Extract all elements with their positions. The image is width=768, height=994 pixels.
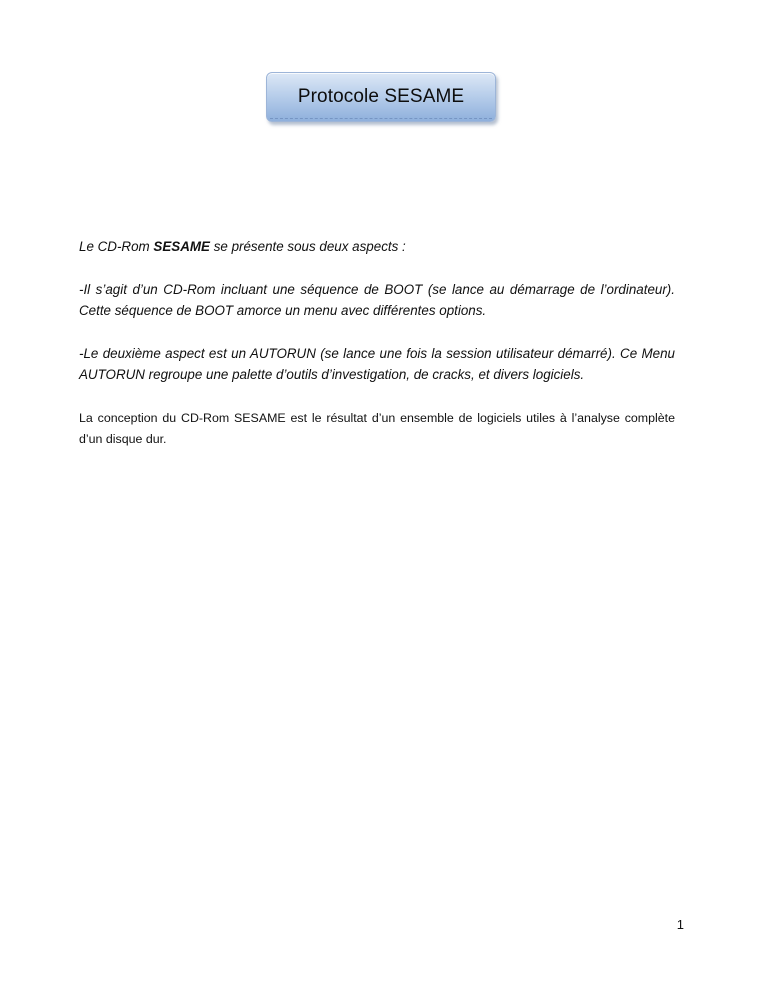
aspect-autorun-paragraph: -Le deuxième aspect est un AUTORUN (se lance une fois la session utilisateur démarré). Ce Menu AUTORUN regroupe une palette d’outils d’investigation, de cracks, et divers logiciels. bbox=[79, 346, 675, 382]
aspect-boot-paragraph: -Il s’agit d’un CD-Rom incluant une séquence de BOOT (se lance au démarrage de l’ordinateur). Cette séquence de BOOT amorce un menu avec différentes options. bbox=[79, 282, 675, 318]
intro-paragraph bbox=[79, 236, 675, 257]
title-box bbox=[266, 72, 496, 122]
page-title: Protocole SESAME bbox=[297, 86, 465, 107]
intro-after: se présente sous deux aspects : bbox=[209, 239, 406, 254]
intro-before: Le CD-Rom bbox=[79, 239, 154, 254]
conception-paragraph: La conception du CD-Rom SESAME est le résultat d’un ensemble de logiciels utiles à l’analyse complète d’un disque dur. bbox=[79, 411, 675, 446]
intro-bold-sesame: SESAME bbox=[153, 239, 210, 254]
page-number: 1 bbox=[676, 917, 684, 932]
